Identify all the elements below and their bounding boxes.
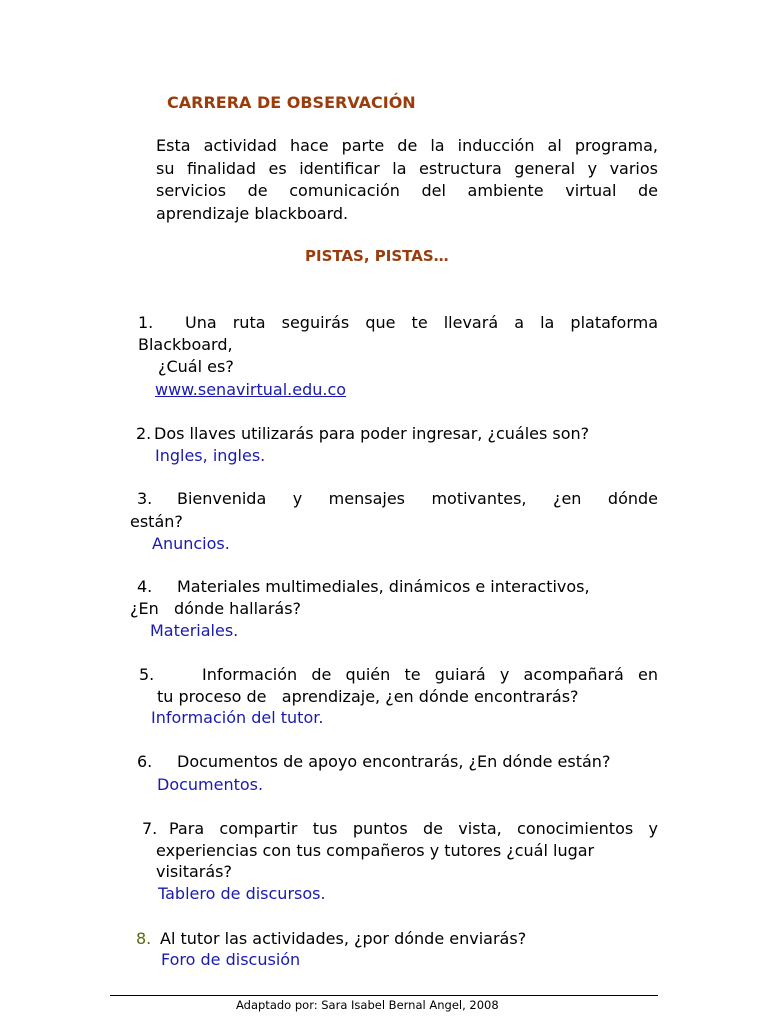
intro-line: aprendizaje blackboard. [156,204,349,223]
answer-text: Anuncios. [152,534,230,553]
answer-text: Ingles, ingles. [155,446,266,465]
answer-link[interactable]: www.senavirtual.edu.co [155,380,347,399]
question-number: 4. [137,577,153,596]
question-text: Una ruta seguirás que te llevará a la plataforma [185,313,658,332]
question-text: Documentos de apoyo encontrarás, ¿En dónde están? [177,752,611,771]
question-number: 3. [137,489,153,508]
answer-text: Materiales. [150,621,239,640]
intro-line: su finalidad es identificar la estructura general y varios [156,159,658,178]
subtitle: PISTAS, PISTAS… [305,247,449,265]
intro-line: Esta actividad hace parte de la inducción al programa, [156,136,658,155]
answer-text: Información del tutor. [151,708,324,727]
footer-divider [110,995,658,996]
question-text: ¿En dónde hallarás? [130,599,302,618]
question-number: 6. [137,752,153,771]
answer-text: Foro de discusión [161,950,301,969]
question-text: están? [130,512,183,531]
question-text: Información de quién te guiará y acompañará en [202,665,658,684]
footer-credit: Adaptado por: Sara Isabel Bernal Angel, 2008 [236,998,499,1012]
question-text: Materiales multimediales, dinámicos e interactivos, [177,577,590,596]
question-number: 8. [136,929,152,948]
question-text: Dos llaves utilizarás para poder ingresar, ¿cuáles son? [154,424,590,443]
answer-text: Documentos. [157,775,264,794]
question-number: 7. [142,819,158,838]
question-text: Al tutor las actividades, ¿por dónde enviarás? [160,929,527,948]
question-number: 5. [139,665,155,684]
question-text: tu proceso de aprendizaje, ¿en dónde encontrarás? [157,687,579,706]
intro-line: servicios de comunicación del ambiente virtual de [156,181,658,200]
question-number: 1. [138,313,154,332]
question-text: visitarás? [156,862,232,881]
question-text: experiencias con tus compañeros y tutores ¿cuál lugar [156,841,595,860]
question-text: Bienvenida y mensajes motivantes, ¿en dónde [177,489,658,508]
question-number: 2. [136,424,152,443]
page-title: CARRERA DE OBSERVACIÓN [167,93,416,112]
question-text: ¿Cuál es? [158,357,234,376]
answer-text: Tablero de discursos. [158,884,326,903]
question-text: Blackboard, [138,335,233,354]
question-text: Para compartir tus puntos de vista, conocimientos y [169,819,658,838]
